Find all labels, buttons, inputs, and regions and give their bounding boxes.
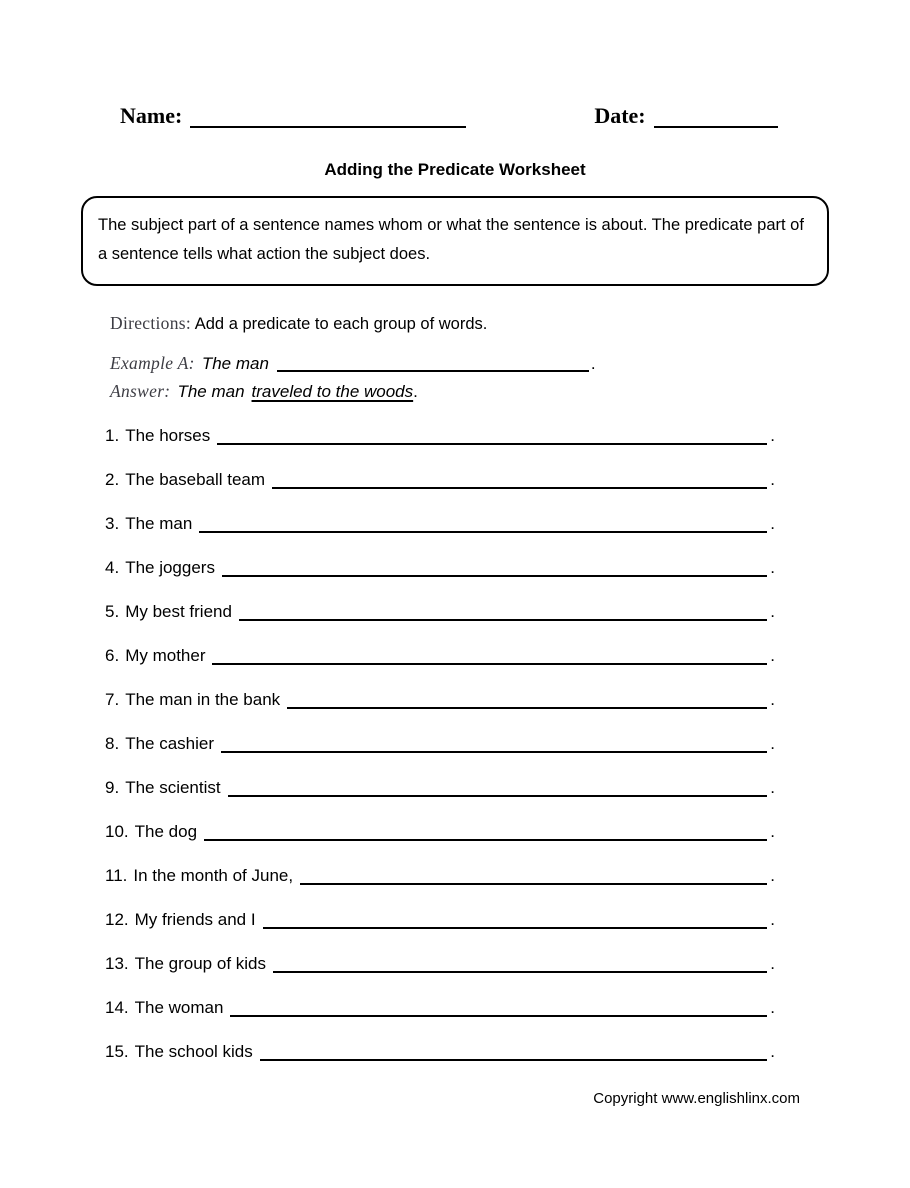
question-row	[105, 866, 775, 887]
question-row	[105, 910, 775, 931]
question-number: 10.	[105, 822, 129, 841]
question-period: .	[770, 822, 775, 841]
question-row	[105, 690, 775, 711]
question-number: 5.	[105, 602, 120, 621]
example-prefix: The man	[201, 354, 269, 373]
answer-prefix: The man	[177, 382, 245, 401]
question-subject: The scientist	[125, 778, 221, 797]
question-row	[105, 1042, 775, 1063]
answer-blank-line[interactable]	[199, 531, 767, 533]
example-blank-line	[277, 370, 589, 372]
question-subject: The woman	[134, 998, 224, 1017]
question-subject: My best friend	[125, 602, 232, 621]
question-subject: The cashier	[125, 734, 215, 753]
question-row	[105, 602, 775, 623]
question-subject: The man in the bank	[125, 690, 281, 709]
question-period: .	[770, 954, 775, 973]
question-number: 14.	[105, 998, 129, 1017]
question-row	[105, 646, 775, 667]
answer-blank-line[interactable]	[222, 575, 767, 577]
answer-blank-line[interactable]	[230, 1015, 767, 1017]
question-row	[105, 954, 775, 975]
question-number: 1.	[105, 426, 120, 445]
question-row	[105, 734, 775, 755]
question-subject: In the month of June,	[133, 866, 294, 885]
definition-box	[81, 196, 829, 286]
answer-blank-line[interactable]	[263, 927, 768, 929]
question-subject: The joggers	[125, 558, 215, 577]
question-number: 8.	[105, 734, 120, 753]
answer-blank-line[interactable]	[287, 707, 767, 709]
question-row	[105, 998, 775, 1019]
question-period: .	[770, 866, 775, 885]
directions-label: Directions:	[110, 313, 192, 333]
question-subject: The dog	[134, 822, 198, 841]
question-row	[105, 558, 775, 579]
answer-label: Answer:	[110, 381, 171, 401]
copyright-text: Copyright www.englishlinx.com	[593, 1090, 800, 1107]
answer-blank-line[interactable]	[260, 1059, 768, 1061]
question-row	[105, 822, 775, 843]
answer-blank-line[interactable]	[212, 663, 767, 665]
question-number: 4.	[105, 558, 120, 577]
answer-row	[110, 381, 910, 402]
question-number: 12.	[105, 910, 129, 929]
question-number: 13.	[105, 954, 129, 973]
answer-blank-line[interactable]	[228, 795, 768, 797]
definition-text: The subject part of a sentence names whom or what the sentence is about. The predicate part of a sentence tells what action the subject does.	[98, 216, 804, 263]
question-row	[105, 426, 775, 447]
question-period: .	[770, 514, 775, 533]
answer-period: .	[413, 382, 418, 401]
question-subject: My mother	[125, 646, 206, 665]
question-period: .	[770, 470, 775, 489]
question-subject: The school kids	[134, 1042, 253, 1061]
question-row	[105, 778, 775, 799]
example-period: .	[590, 354, 596, 373]
question-period: .	[770, 690, 775, 709]
question-number: 2.	[105, 470, 120, 489]
question-period: .	[770, 426, 775, 445]
answer-blank-line[interactable]	[217, 443, 767, 445]
answer-blank-line[interactable]	[221, 751, 767, 753]
question-period: .	[770, 910, 775, 929]
answer-blank-line[interactable]	[239, 619, 767, 621]
question-row	[105, 470, 775, 491]
question-period: .	[770, 778, 775, 797]
name-input-line[interactable]	[190, 126, 466, 128]
question-period: .	[770, 602, 775, 621]
header-row	[120, 103, 790, 129]
question-period: .	[770, 998, 775, 1017]
question-period: .	[770, 734, 775, 753]
page-title: Adding the Predicate Worksheet	[324, 160, 586, 179]
question-number: 15.	[105, 1042, 129, 1061]
question-subject: My friends and I	[134, 910, 256, 929]
question-number: 3.	[105, 514, 120, 533]
name-label: Name:	[120, 103, 183, 128]
question-number: 7.	[105, 690, 120, 709]
question-row	[105, 514, 775, 535]
question-subject: The group of kids	[134, 954, 266, 973]
date-label: Date:	[594, 103, 646, 128]
question-subject: The man	[125, 514, 193, 533]
date-input-line[interactable]	[654, 126, 778, 128]
answer-blank-line[interactable]	[204, 839, 767, 841]
directions-text: Add a predicate to each group of words.	[194, 315, 488, 333]
answer-blank-line[interactable]	[300, 883, 767, 885]
directions-row	[110, 313, 910, 334]
answer-blank-line[interactable]	[273, 971, 767, 973]
question-period: .	[770, 558, 775, 577]
answer-underlined-text: traveled to the woods	[251, 382, 414, 401]
question-subject: The baseball team	[125, 470, 266, 489]
answer-blank-line[interactable]	[272, 487, 767, 489]
question-list	[105, 426, 775, 1063]
question-number: 9.	[105, 778, 120, 797]
question-period: .	[770, 646, 775, 665]
example-row	[110, 353, 910, 374]
question-subject: The horses	[125, 426, 211, 445]
question-number: 11.	[105, 866, 128, 885]
question-period: .	[770, 1042, 775, 1061]
example-label: Example A:	[110, 353, 195, 373]
question-number: 6.	[105, 646, 120, 665]
